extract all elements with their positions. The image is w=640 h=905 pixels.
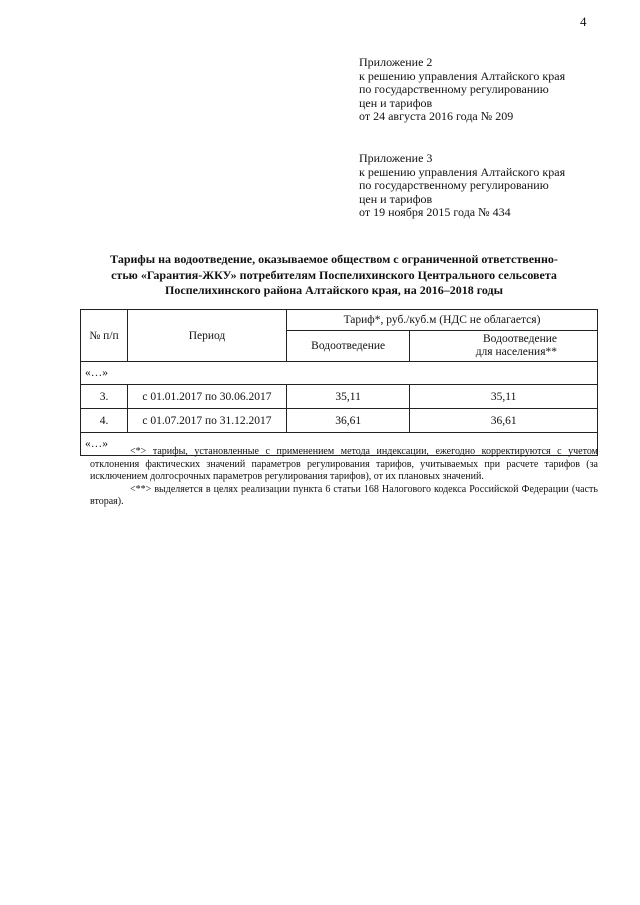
footnotes xyxy=(90,446,598,509)
row-number: 4. xyxy=(81,409,128,433)
title-line: стью «Гарантия-ЖКУ» потребителям Поспелихинского Центрального сельсовета xyxy=(111,267,557,282)
column-header-number: № п/п xyxy=(81,310,128,362)
document-title xyxy=(70,252,598,299)
footnote-1: <*> тарифы, установленные с применением метода индексации, ежегодно корректируются с учетом отклонения фактических значений параметров регулирования тарифов, учитываемых при расчете тарифов (за исключением долгосрочных параметров регулирования тарифов), от их плановых значений. xyxy=(90,446,598,483)
row-population-value: 36,61 xyxy=(410,409,598,433)
annex-2-line: к решению управления Алтайского края xyxy=(359,68,566,83)
column-header-tariff: Тариф*, руб./куб.м (НДС не облагается) xyxy=(287,310,598,331)
column-header-wastewater: Водоотведение xyxy=(287,331,410,362)
page-number: 4 xyxy=(580,14,587,29)
subheader-line: для населения** xyxy=(475,346,557,358)
table-row xyxy=(81,385,598,409)
table-row-ellipsis xyxy=(81,362,598,385)
row-wastewater-value: 35,11 xyxy=(287,385,410,409)
annex-2-line: от 24 августа 2016 года № 209 xyxy=(359,109,514,123)
annex-3-header xyxy=(359,152,565,220)
annex-2-header xyxy=(359,56,565,124)
annex-3-line: к решению управления Алтайского края xyxy=(359,164,566,179)
annex-2-line: Приложение 2 xyxy=(359,55,433,69)
annex-3-line: цен и тарифов xyxy=(359,191,433,206)
row-wastewater-value: 36,61 xyxy=(287,409,410,433)
subheader-line: Водоотведение xyxy=(483,333,557,345)
annex-2-line: по государственному регулированию xyxy=(359,82,549,96)
ellipsis-cell: «…» xyxy=(81,362,598,385)
table-header-row xyxy=(81,310,598,331)
title-line: Поспелихинского района Алтайского края, на 2016–2018 годы xyxy=(165,283,503,297)
title-line: Тарифы на водоотведение, оказываемое обществом с ограниченной ответственно- xyxy=(110,252,558,266)
column-header-wastewater-population xyxy=(410,331,598,362)
row-period: с 01.01.2017 по 30.06.2017 xyxy=(128,385,287,409)
table-row xyxy=(81,409,598,433)
annex-3-line: Приложение 3 xyxy=(359,151,433,165)
row-number: 3. xyxy=(81,385,128,409)
row-period: с 01.07.2017 по 31.12.2017 xyxy=(128,409,287,433)
column-header-period: Период xyxy=(128,310,287,362)
annex-3-line: по государственному регулированию xyxy=(359,178,549,192)
tariffs-table xyxy=(80,309,598,456)
ellipsis-cell: «…» xyxy=(81,433,598,456)
row-population-value: 35,11 xyxy=(410,385,598,409)
annex-2-line: цен и тарифов xyxy=(359,95,433,110)
footnote-2: <**> выделяется в целях реализации пункта 6 статьи 168 Налогового кодекса Российской Федерации (часть вторая). xyxy=(90,483,598,508)
annex-3-line: от 19 ноября 2015 года № 434 xyxy=(359,205,511,219)
